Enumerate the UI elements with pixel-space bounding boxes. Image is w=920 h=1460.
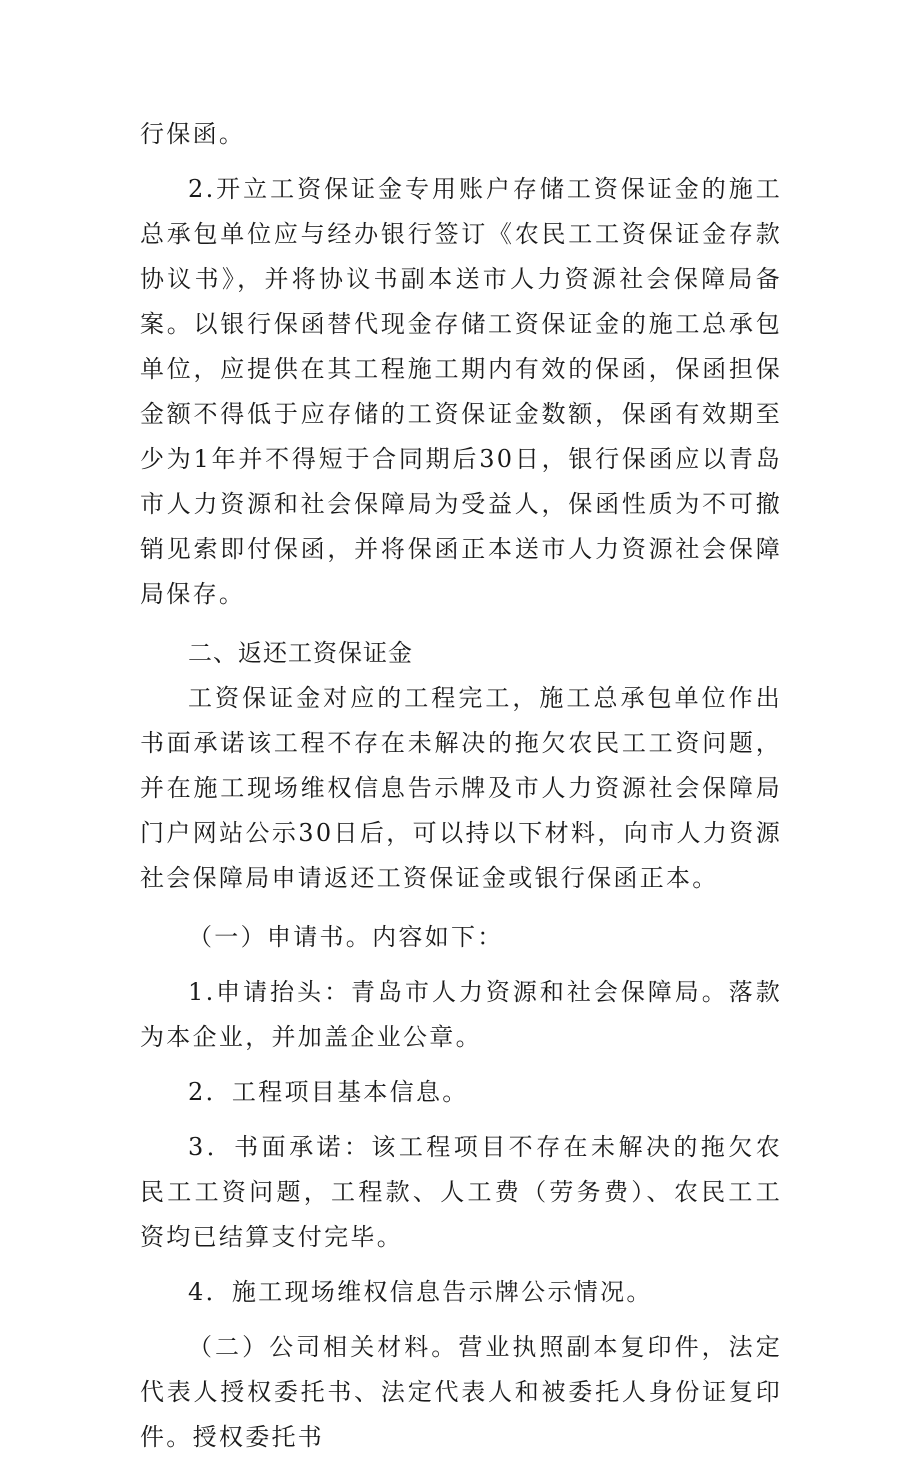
paragraph-item-3: 3．书面承诺：该工程项目不存在未解决的拖欠农民工工资问题，工程款、人工费（劳务费）、农民工工资均已结算支付完毕。 <box>140 1133 782 1251</box>
paragraph-company-materials: （二）公司相关材料。营业执照副本复印件，法定代表人授权委托书、法定代表人和被委托人身份证复印件。授权委托书 <box>140 1333 782 1451</box>
paragraph-continuation: 行保函。 <box>140 120 246 148</box>
paragraph-return-conditions: 工资保证金对应的工程完工，施工总承包单位作出书面承诺该工程不存在未解决的拖欠农民工工资问题，并在施工现场维权信息告示牌及市人力资源社会保障局门户网站公示30日后，可以持以下材料，向市人力资源社会保障局申请返还工资保证金或银行保函正本。 <box>140 684 782 892</box>
paragraph-item-2: 2.开立工资保证金专用账户存储工资保证金的施工总承包单位应与经办银行签订《农民工工资保证金存款协议书》，并将协议书副本送市人力资源社会保障局备案。以银行保函替代现金存储工资保证金的施工总承包单位，应提供在其工程施工期内有效的保函，保函担保金额不得低于应存储的工资保证金数额，保函有效期至少为1年并不得短于合同期后30日，银行保函应以青岛市人力资源和社会保障局为受益人，保函性质为不可撤销见索即付保函，并将保函正本送市人力资源社会保障局保存。 <box>140 175 782 608</box>
paragraph-item-1: 1.申请抬头：青岛市人力资源和社会保障局。落款为本企业，并加盖企业公章。 <box>140 978 782 1051</box>
section-heading-return-deposit: 二、返还工资保证金 <box>188 639 413 667</box>
document-body <box>140 112 782 1460</box>
paragraph-application-letter: （一）申请书。内容如下： <box>188 923 504 951</box>
paragraph-item-4: 4．施工现场维权信息告示牌公示情况。 <box>188 1278 653 1306</box>
paragraph-item-2b: 2．工程项目基本信息。 <box>188 1078 469 1106</box>
